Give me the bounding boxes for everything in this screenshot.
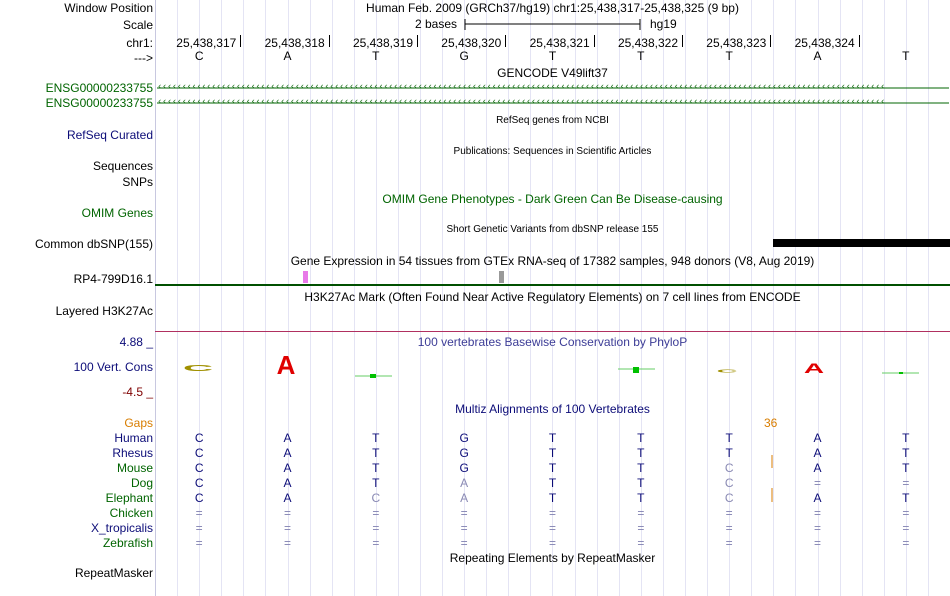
alignment-base: C (194, 476, 204, 490)
alignment-base: C (194, 491, 204, 505)
species-label-human[interactable]: Human (114, 431, 153, 445)
alignment-base: = (372, 521, 380, 535)
phylop-min-label: -4.5 _ (122, 385, 153, 399)
gencode-track-title[interactable]: GENCODE V49lift37 (497, 66, 608, 80)
species-label-zebrafish[interactable]: Zebrafish (102, 536, 153, 550)
gtex-track-title[interactable]: Gene Expression in 54 tissues from GTEx RNA-seq of 17382 samples, 948 donors (V8, Aug 2019) (290, 254, 815, 268)
alignment-base: T (372, 446, 380, 460)
chr-position-label: 25,438,318 (264, 36, 325, 50)
gaps-label: Gaps (124, 416, 153, 430)
chr-position-tick (594, 35, 595, 47)
omim-track-title[interactable]: OMIM Gene Phenotypes - Dark Green Can Be Disease-causing (382, 192, 723, 206)
reference-base: G (459, 49, 469, 63)
chr-position-label: 25,438,322 (617, 36, 678, 50)
species-label-chicken[interactable]: Chicken (109, 506, 153, 520)
alignment-base: = (637, 506, 645, 520)
gencode-item-2-label[interactable]: ENSG00000233755 (45, 96, 153, 110)
reference-base: T (372, 49, 380, 63)
phylop-track-label[interactable]: 100 Vert. Cons (73, 360, 153, 374)
dbsnp-track-label[interactable]: Common dbSNP(155) (34, 237, 153, 251)
multiz-track-title[interactable]: Multiz Alignments of 100 Vertebrates (455, 402, 650, 416)
gtex-baseline (155, 284, 950, 286)
omim-track-label[interactable]: OMIM Genes (81, 206, 153, 220)
phylop-logo-a2: A (803, 360, 825, 376)
alignment-base: = (548, 521, 556, 535)
alignment-base: = (548, 506, 556, 520)
reference-base: T (637, 49, 645, 63)
alignment-base: = (637, 521, 645, 535)
alignment-base: A (813, 461, 822, 475)
gaps-count: 36 (764, 416, 778, 430)
phylop-logo-t (370, 374, 376, 378)
phylop-logo-c2: C (716, 368, 738, 374)
alignment-base: A (813, 446, 822, 460)
alignment-base: = (372, 536, 380, 550)
alignment-base: = (195, 521, 203, 535)
alignment-base: T (548, 476, 557, 490)
alignment-base: T (372, 476, 380, 490)
alignment-base: = (725, 536, 733, 550)
alignment-base: A (813, 491, 822, 505)
alignment-base: A (283, 431, 292, 445)
alignment-base: T (637, 476, 645, 490)
gtex-tissue-bar-pink[interactable] (303, 271, 308, 283)
alignment-base: A (460, 491, 469, 505)
species-label-elephant[interactable]: Elephant (105, 491, 153, 505)
gap-markers (770, 455, 774, 505)
alignment-base: = (460, 536, 468, 550)
alignment-base: G (459, 461, 469, 475)
gencode-item-2-arrows[interactable]: ‹‹‹‹‹‹‹‹‹‹‹‹‹‹‹‹‹‹‹‹‹‹‹‹‹‹‹‹‹‹‹‹‹‹‹‹‹‹‹‹‹‹‹‹‹‹‹‹‹‹‹‹‹‹‹‹‹‹‹‹‹‹‹‹‹‹‹‹‹‹‹‹‹‹‹‹‹‹‹‹‹‹‹‹‹‹‹‹‹‹‹‹‹‹‹‹‹‹‹‹‹‹‹‹‹‹‹‹‹‹‹‹‹‹‹‹‹‹‹‹‹‹‹‹‹‹‹‹‹‹‹‹‹‹‹‹‹‹‹‹‹‹‹‹‹‹‹‹ (157, 97, 885, 107)
chr-position-label: 25,438,319 (352, 36, 413, 50)
publications-track-title[interactable]: Publications: Sequences in Scientific Articles (453, 146, 652, 157)
species-label-rhesus[interactable]: Rhesus (112, 446, 153, 460)
chr-position-tick (240, 35, 241, 47)
alignment-base: C (724, 491, 734, 505)
window-position-label: Window Position (64, 1, 153, 15)
alignment-base: = (902, 536, 910, 550)
alignment-base: T (548, 431, 557, 445)
chr-position-label: 25,438,323 (706, 36, 767, 50)
chr-position-label: 25,438,321 (529, 36, 590, 50)
dbsnp-track-title[interactable]: Short Genetic Variants from dbSNP release 155 (446, 224, 659, 235)
chr-position-label: 25,438,320 (441, 36, 502, 50)
alignment-base: T (902, 461, 910, 475)
repeatmasker-track-title[interactable]: Repeating Elements by RepeatMasker (449, 551, 656, 565)
gencode-item-1-label[interactable]: ENSG00000233755 (45, 81, 153, 95)
gencode-item-1-arrows[interactable]: ‹‹‹‹‹‹‹‹‹‹‹‹‹‹‹‹‹‹‹‹‹‹‹‹‹‹‹‹‹‹‹‹‹‹‹‹‹‹‹‹‹‹‹‹‹‹‹‹‹‹‹‹‹‹‹‹‹‹‹‹‹‹‹‹‹‹‹‹‹‹‹‹‹‹‹‹‹‹‹‹‹‹‹‹‹‹‹‹‹‹‹‹‹‹‹‹‹‹‹‹‹‹‹‹‹‹‹‹‹‹‹‹‹‹‹‹‹‹‹‹‹‹‹‹‹‹‹‹‹‹‹‹‹‹‹‹‹‹‹‹‹‹‹‹‹‹‹‹ (157, 82, 885, 92)
window-position-text: Human Feb. 2009 (GRCh37/hg19) chr1:25,438,317-25,438,325 (9 bp) (366, 1, 739, 15)
scale-label: Scale (122, 18, 153, 32)
refseq-track-label[interactable]: RefSeq Curated (66, 128, 153, 142)
alignment-base: T (902, 431, 910, 445)
rp4-gene-label[interactable]: RP4-799D16.1 (73, 272, 153, 286)
alignment-base: = (460, 506, 468, 520)
alignment-base: T (548, 491, 557, 505)
alignment-base: = (813, 536, 821, 550)
alignment-base: T (372, 431, 380, 445)
alignment-base: T (725, 446, 733, 460)
alignment-base: A (283, 461, 292, 475)
dbsnp-variant-bar[interactable] (773, 239, 950, 247)
alignment-base: = (548, 536, 556, 550)
reference-base: A (283, 49, 292, 63)
h3k27ac-baseline (155, 331, 950, 332)
scale-text: 2 bases (415, 17, 458, 31)
phylop-logo-a: A (276, 350, 296, 380)
alignment-base: T (637, 431, 645, 445)
h3k27ac-track-title[interactable]: H3K27Ac Mark (Often Found Near Active Regulatory Elements) on 7 cell lines from ENCODE (304, 290, 801, 304)
alignment-base: C (194, 461, 204, 475)
species-label-mouse[interactable]: Mouse (116, 461, 153, 475)
alignment-base: = (195, 506, 203, 520)
alignment-base: = (902, 521, 910, 535)
repeatmasker-track-label[interactable]: RepeatMasker (74, 566, 153, 580)
chr-position-tick (505, 35, 506, 47)
refseq-track-title[interactable]: RefSeq genes from NCBI (496, 115, 609, 126)
alignment-base: T (637, 446, 645, 460)
chr-position-tick (682, 35, 683, 47)
alignment-base: = (372, 506, 380, 520)
alignment-base: C (194, 446, 204, 460)
alignment-base: A (283, 491, 292, 505)
chr-position-tick (417, 35, 418, 47)
phylop-logo-c: C (182, 363, 214, 374)
phylop-logo[interactable] (0, 350, 950, 385)
alignment-base: = (902, 506, 910, 520)
alignment-base: T (637, 461, 645, 475)
alignment-base: = (283, 506, 291, 520)
alignment-base: C (194, 431, 204, 445)
reference-base: C (194, 49, 204, 63)
snps-label[interactable]: SNPs (122, 175, 153, 189)
alignment-base: A (813, 431, 822, 445)
alignment-base: A (283, 446, 292, 460)
chr-label: chr1: (126, 36, 153, 50)
alignment-base: G (459, 446, 469, 460)
strand-label: ---> (134, 51, 153, 65)
alignment-base: T (548, 446, 557, 460)
h3k27ac-track-label[interactable]: Layered H3K27Ac (55, 304, 153, 318)
chr-position-tick (329, 35, 330, 47)
alignment-base: = (460, 521, 468, 535)
chr-position-label: 25,438,324 (794, 36, 855, 50)
phylop-logo-t3 (899, 372, 903, 374)
chr-position-tick (770, 35, 771, 47)
alignment-base: A (283, 476, 292, 490)
alignment-base: T (725, 431, 733, 445)
alignment-base: = (902, 476, 910, 490)
alignment-base: A (460, 476, 469, 490)
alignment-base: = (283, 521, 291, 535)
alignment-base: = (283, 536, 291, 550)
reference-base: A (813, 49, 822, 63)
alignment-base: G (459, 431, 469, 445)
sequences-label[interactable]: Sequences (92, 159, 153, 173)
alignment-base: = (637, 536, 645, 550)
alignment-base: T (637, 491, 645, 505)
gencode-item-2-line (157, 102, 949, 104)
gtex-tissue-bar-grey[interactable] (499, 271, 504, 283)
species-label-dog[interactable]: Dog (130, 476, 153, 490)
reference-base: T (725, 49, 733, 63)
phylop-max-label: 4.88 _ (119, 335, 153, 349)
reference-base: T (902, 49, 910, 63)
chr-position-tick (859, 35, 860, 47)
alignment-base: C (724, 461, 734, 475)
alignment-base: C (371, 491, 381, 505)
alignment-base: = (813, 476, 821, 490)
alignment-base: = (813, 521, 821, 535)
scale-bar (462, 17, 642, 31)
phylop-logo-t2 (633, 367, 639, 373)
alignment-base: = (813, 506, 821, 520)
species-label-x_tropicalis[interactable]: X_tropicalis (90, 521, 153, 535)
gencode-item-1-line (157, 87, 949, 89)
reference-base: T (548, 49, 557, 63)
alignment-base: C (724, 476, 734, 490)
alignment-base: = (725, 506, 733, 520)
alignment-base: T (548, 461, 557, 475)
alignment-base: T (902, 446, 910, 460)
alignment-base: = (725, 521, 733, 535)
chr-position-label: 25,438,317 (176, 36, 237, 50)
phylop-track-title[interactable]: 100 vertebrates Basewise Conservation by PhyloP (417, 335, 688, 349)
alignment-base: = (195, 536, 203, 550)
scale-assembly: hg19 (650, 17, 677, 31)
alignment-base: T (372, 461, 380, 475)
alignment-base: T (902, 491, 910, 505)
